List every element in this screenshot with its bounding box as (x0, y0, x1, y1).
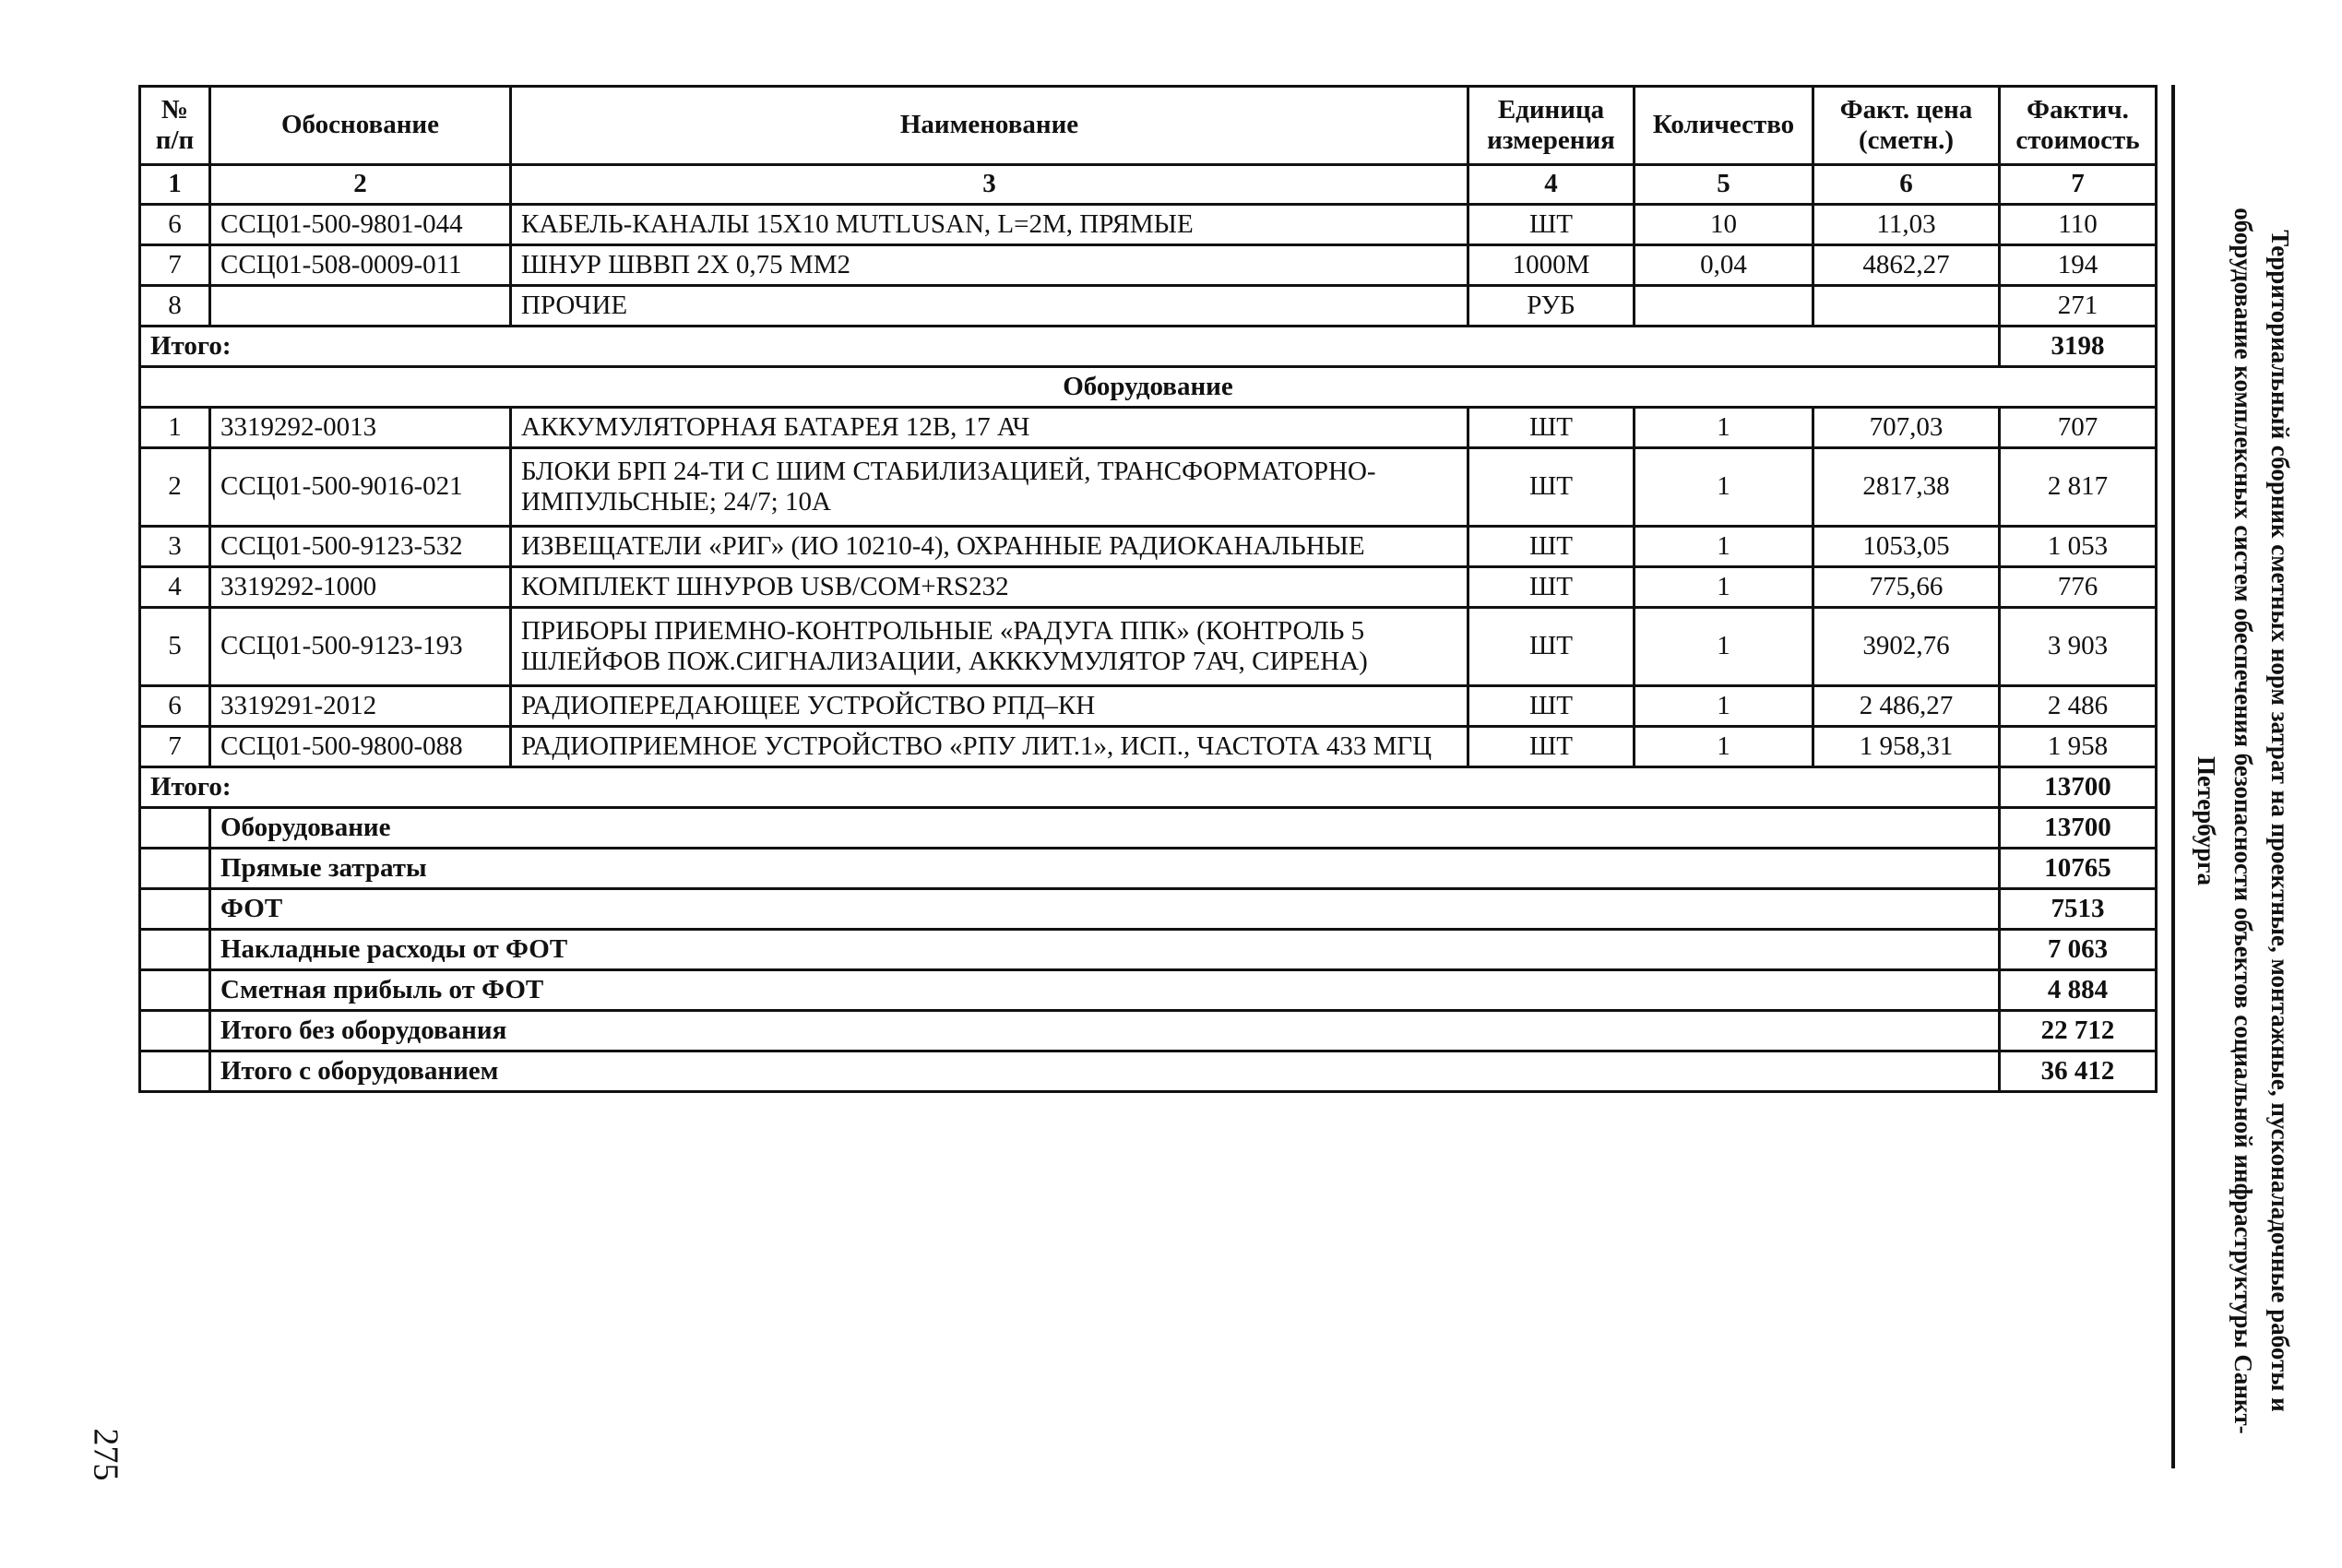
column-number: 1 (140, 165, 210, 205)
row-name: ИЗВЕЩАТЕЛИ «РИГ» (ИО 10210-4), ОХРАННЫЕ РАДИОКАНАЛЬНЫЕ (511, 527, 1468, 567)
row-basis: ССЦ01-508-0009-011 (210, 245, 511, 286)
row-number: 6 (140, 686, 210, 727)
table-row (140, 205, 2157, 245)
column-number: 4 (1468, 165, 1635, 205)
table-header-row (140, 87, 2157, 165)
row-name: ШНУР ШВВП 2Х 0,75 ММ2 (511, 245, 1468, 286)
row-cost: 110 (2000, 205, 2157, 245)
row-basis: 3319292-1000 (210, 567, 511, 608)
summary-value: 7 063 (2000, 930, 2157, 970)
summary-row (140, 970, 2157, 1011)
row-qty: 1 (1635, 608, 1813, 686)
summary-value: 7513 (2000, 889, 2157, 930)
row-cost: 2 486 (2000, 686, 2157, 727)
header-basis: Обоснование (210, 87, 511, 165)
header-num: № п/п (140, 87, 210, 165)
row-unit: 1000М (1468, 245, 1635, 286)
summary-value: 10765 (2000, 849, 2157, 889)
row-number: 5 (140, 608, 210, 686)
row-qty: 1 (1635, 727, 1813, 767)
row-qty: 1 (1635, 686, 1813, 727)
summary-row (140, 849, 2157, 889)
row-unit: ШТ (1468, 408, 1635, 448)
row-basis: ССЦ01-500-9123-193 (210, 608, 511, 686)
row-unit: РУБ (1468, 286, 1635, 327)
row-number: 1 (140, 408, 210, 448)
summary-label: Итого без оборудования (210, 1011, 2000, 1051)
row-price: 707,03 (1813, 408, 2000, 448)
materials-total-value: 3198 (2000, 327, 2157, 367)
row-unit: ШТ (1468, 727, 1635, 767)
side-running-title: Территориальный сборник сметных норм затрат на проектные, монтажные, пусконаладочные работы и оборудование комплексных систем обеспечения безопасности объектов социальной инфраструктуры Санкт-Петербурга (2193, 208, 2294, 1434)
row-cost: 271 (2000, 286, 2157, 327)
row-number: 4 (140, 567, 210, 608)
summary-row (140, 808, 2157, 849)
summary-value: 13700 (2000, 808, 2157, 849)
table-row (140, 567, 2157, 608)
row-number: 2 (140, 448, 210, 527)
summary-blank-cell (140, 970, 210, 1011)
summary-label: Оборудование (210, 808, 2000, 849)
summary-blank-cell (140, 930, 210, 970)
summary-blank-cell (140, 889, 210, 930)
row-name: РАДИОПЕРЕДАЮЩЕЕ УСТРОЙСТВО РПД–КН (511, 686, 1468, 727)
equipment-total-label: Итого: (140, 767, 2000, 808)
row-name: ПРОЧИЕ (511, 286, 1468, 327)
row-qty: 1 (1635, 567, 1813, 608)
row-name: БЛОКИ БРП 24-ТИ С ШИМ СТАБИЛИЗАЦИЕЙ, ТРАНСФОРМАТОРНО-ИМПУЛЬСНЫЕ; 24/7; 10А (511, 448, 1468, 527)
row-price: 3902,76 (1813, 608, 2000, 686)
summary-row (140, 1051, 2157, 1092)
row-price: 4862,27 (1813, 245, 2000, 286)
row-name: КАБЕЛЬ-КАНАЛЫ 15Х10 MUTLUSAN, L=2M, ПРЯМЫЕ (511, 205, 1468, 245)
summary-label: Итого с оборудованием (210, 1051, 2000, 1092)
row-number: 8 (140, 286, 210, 327)
row-price: 1053,05 (1813, 527, 2000, 567)
header-cost: Фактич. стоимость (2000, 87, 2157, 165)
summary-blank-cell (140, 808, 210, 849)
row-cost: 194 (2000, 245, 2157, 286)
row-unit: ШТ (1468, 205, 1635, 245)
table-row (140, 408, 2157, 448)
table-row (140, 727, 2157, 767)
row-number: 7 (140, 727, 210, 767)
summary-value: 36 412 (2000, 1051, 2157, 1092)
side-divider-line (2171, 85, 2175, 1468)
row-cost: 1 958 (2000, 727, 2157, 767)
row-basis: ССЦ01-500-9801-044 (210, 205, 511, 245)
row-qty: 10 (1635, 205, 1813, 245)
row-price: 11,03 (1813, 205, 2000, 245)
column-number-row (140, 165, 2157, 205)
row-basis: 3319292-0013 (210, 408, 511, 448)
summary-label: Накладные расходы от ФОТ (210, 930, 2000, 970)
row-price: 775,66 (1813, 567, 2000, 608)
row-name: РАДИОПРИЕМНОЕ УСТРОЙСТВО «РПУ ЛИТ.1», ИСП., ЧАСТОТА 433 МГЦ (511, 727, 1468, 767)
row-name: КОМПЛЕКТ ШНУРОВ USB/COM+RS232 (511, 567, 1468, 608)
header-name: Наименование (511, 87, 1468, 165)
summary-label: Сметная прибыль от ФОТ (210, 970, 2000, 1011)
row-qty: 1 (1635, 527, 1813, 567)
materials-total-row (140, 327, 2157, 367)
row-unit: ШТ (1468, 686, 1635, 727)
summary-label: ФОТ (210, 889, 2000, 930)
row-cost: 3 903 (2000, 608, 2157, 686)
row-cost: 776 (2000, 567, 2157, 608)
row-cost: 2 817 (2000, 448, 2157, 527)
column-number: 2 (210, 165, 511, 205)
summary-value: 4 884 (2000, 970, 2157, 1011)
table-row (140, 448, 2157, 527)
summary-row (140, 930, 2157, 970)
row-name: АККУМУЛЯТОРНАЯ БАТАРЕЯ 12В, 17 АЧ (511, 408, 1468, 448)
estimate-table (138, 85, 2158, 1093)
column-number: 7 (2000, 165, 2157, 205)
row-qty: 1 (1635, 448, 1813, 527)
row-basis: ССЦ01-500-9123-532 (210, 527, 511, 567)
row-price: 2 486,27 (1813, 686, 2000, 727)
row-price: 1 958,31 (1813, 727, 2000, 767)
summary-blank-cell (140, 1011, 210, 1051)
table-row (140, 286, 2157, 327)
row-cost: 1 053 (2000, 527, 2157, 567)
table-row (140, 527, 2157, 567)
table-row (140, 608, 2157, 686)
column-number: 6 (1813, 165, 2000, 205)
page-number: 275 (86, 1428, 125, 1481)
summary-row (140, 1011, 2157, 1051)
row-qty: 0,04 (1635, 245, 1813, 286)
row-unit: ШТ (1468, 608, 1635, 686)
row-name: ПРИБОРЫ ПРИЕМНО-КОНТРОЛЬНЫЕ «РАДУГА ППК» (КОНТРОЛЬ 5 ШЛЕЙФОВ ПОЖ.СИГНАЛИЗАЦИИ, АКККУМУЛЯТОР 7АЧ, СИРЕНА) (511, 608, 1468, 686)
row-qty (1635, 286, 1813, 327)
summary-blank-cell (140, 849, 210, 889)
row-cost: 707 (2000, 408, 2157, 448)
summary-row (140, 889, 2157, 930)
header-price: Факт. цена (сметн.) (1813, 87, 2000, 165)
row-qty: 1 (1635, 408, 1813, 448)
row-unit: ШТ (1468, 448, 1635, 527)
row-unit: ШТ (1468, 567, 1635, 608)
table-row (140, 686, 2157, 727)
row-basis (210, 286, 511, 327)
equipment-total-value: 13700 (2000, 767, 2157, 808)
equipment-section-row (140, 367, 2157, 408)
header-unit: Единица измерения (1468, 87, 1635, 165)
materials-total-label: Итого: (140, 327, 2000, 367)
equipment-total-row (140, 767, 2157, 808)
row-unit: ШТ (1468, 527, 1635, 567)
row-price (1813, 286, 2000, 327)
row-basis: 3319291-2012 (210, 686, 511, 727)
row-price: 2817,38 (1813, 448, 2000, 527)
row-number: 3 (140, 527, 210, 567)
summary-value: 22 712 (2000, 1011, 2157, 1051)
summary-label: Прямые затраты (210, 849, 2000, 889)
row-number: 6 (140, 205, 210, 245)
column-number: 5 (1635, 165, 1813, 205)
column-number: 3 (511, 165, 1468, 205)
summary-blank-cell (140, 1051, 210, 1092)
table-row (140, 245, 2157, 286)
row-basis: ССЦ01-500-9800-088 (210, 727, 511, 767)
header-qty: Количество (1635, 87, 1813, 165)
row-number: 7 (140, 245, 210, 286)
equipment-section-title: Оборудование (140, 367, 2157, 408)
row-basis: ССЦ01-500-9016-021 (210, 448, 511, 527)
